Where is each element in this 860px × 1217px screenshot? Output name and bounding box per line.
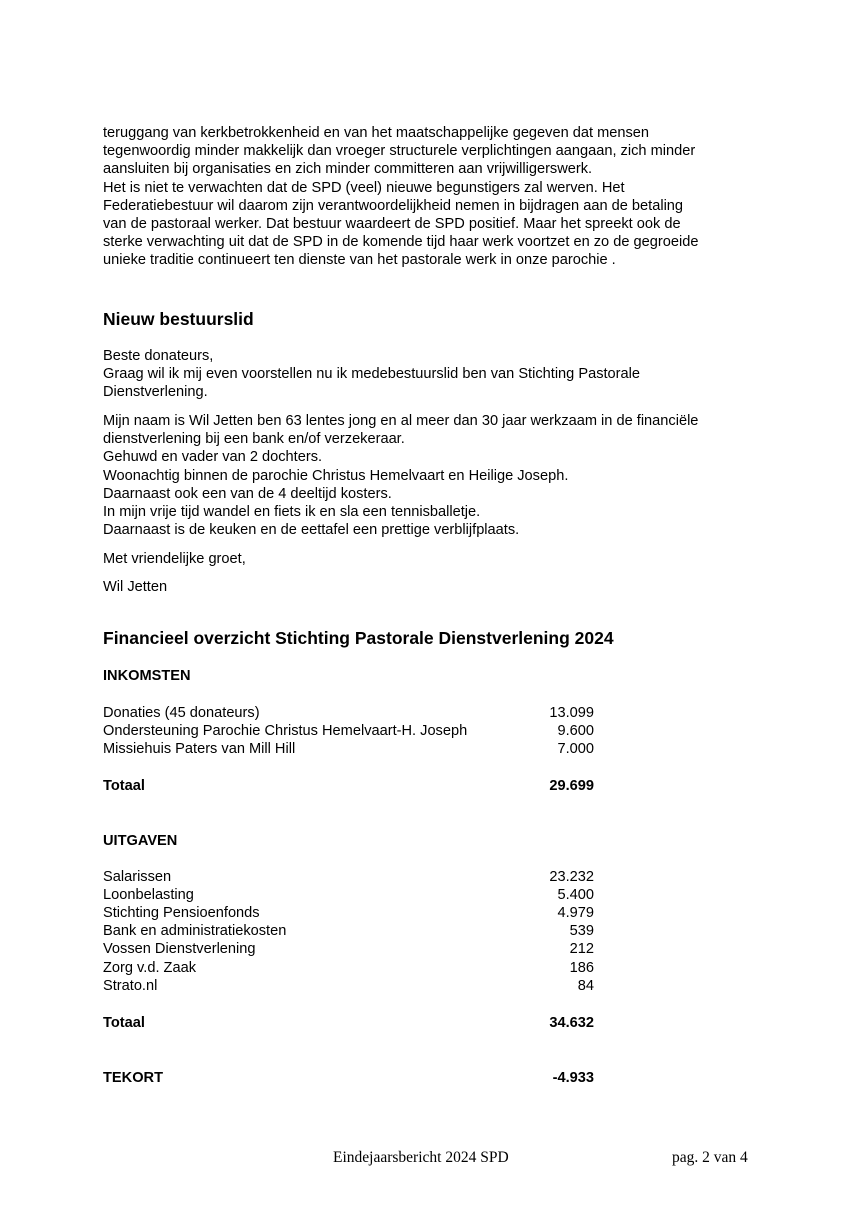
- text-line: Daarnaast is de keuken en de eettafel een prettige verblijfplaats.: [103, 522, 520, 539]
- text-line: Beste donateurs,: [103, 348, 214, 364]
- text-line: Daarnaast ook een van de 4 deeltijd kosters.: [103, 485, 392, 502]
- income-row: [103, 704, 594, 722]
- text-line: Mijn naam is Wil Jetten ben 63 lentes jong en al meer dan 30 jaar werkzaam in de financiële: [103, 413, 699, 429]
- total-amount: 34.632: [549, 1015, 594, 1031]
- expense-row: [103, 904, 594, 922]
- row-amount: 23.232: [549, 869, 594, 885]
- expenses-heading: UITGAVEN: [103, 833, 178, 849]
- text-line: Graag wil ik mij even voorstellen nu ik medebestuurslid ben van Stichting Pastorale: [103, 366, 640, 383]
- signature: Wil Jetten: [103, 579, 168, 595]
- text-line: tegenwoordig minder makkelijk dan vroeger structurele verplichtingen aangaan, zich minder: [103, 143, 696, 160]
- row-label: Salarissen: [103, 869, 172, 885]
- total-label: Totaal: [103, 1015, 145, 1031]
- greeting-paragraph: [103, 347, 783, 402]
- text-line: van de pastoraal werker. Dat bestuur waardeert de SPD positief. Maar het spreekt ook de: [103, 216, 681, 233]
- expense-row: [103, 868, 594, 886]
- row-label: Zorg v.d. Zaak: [103, 960, 196, 976]
- text-line: dienstverlening bij een bank en/of verzekeraar.: [103, 431, 405, 448]
- text-line: Woonachtig binnen de parochie Christus Hemelvaart en Heilige Joseph.: [103, 467, 569, 484]
- text-line: Het is niet te verwachten dat de SPD (veel) nieuwe begunstigers zal werven. Het: [103, 179, 625, 196]
- expense-row: [103, 977, 594, 995]
- section-heading-new-member: Nieuw bestuurslid: [103, 309, 254, 329]
- expense-row: [103, 940, 594, 958]
- income-row: [103, 740, 594, 758]
- text-line: aansluiten bij organisaties en zich minder committeren aan vrijwilligerswerk.: [103, 161, 593, 178]
- total-label: Totaal: [103, 778, 145, 794]
- row-amount: 539: [569, 923, 594, 939]
- row-label: Loonbelasting: [103, 887, 194, 903]
- text-line: unieke traditie continueert ten dienste van het pastorale werk in onze parochie .: [103, 252, 616, 269]
- row-label: Missiehuis Paters van Mill Hill: [103, 741, 296, 757]
- text-line: Federatiebestuur wil daarom zijn verantwoordelijkheid nemen in bijdragen aan de betaling: [103, 197, 684, 214]
- income-row: [103, 722, 594, 740]
- row-amount: 186: [569, 960, 594, 976]
- closing-line: Met vriendelijke groet,: [103, 551, 246, 567]
- deficit-amount: -4.933: [552, 1070, 594, 1086]
- row-label: Ondersteuning Parochie Christus Hemelvaart-H. Joseph: [103, 723, 468, 739]
- expense-row: [103, 886, 594, 904]
- row-amount: 7.000: [557, 741, 594, 757]
- deficit-label: TEKORT: [103, 1070, 163, 1086]
- expense-row: [103, 959, 594, 977]
- row-amount: 5.400: [557, 887, 594, 903]
- row-amount: 212: [569, 941, 594, 957]
- section-heading-financial: Financieel overzicht Stichting Pastorale Dienstverlening 2024: [103, 628, 614, 648]
- income-total-row: [103, 777, 594, 795]
- text-line: teruggang van kerkbetrokkenheid en van het maatschappelijke gegeven dat mensen: [103, 125, 650, 141]
- expense-row: [103, 922, 594, 940]
- bio-paragraph: [103, 412, 783, 539]
- row-label: Bank en administratiekosten: [103, 923, 287, 939]
- row-amount: 13.099: [549, 705, 594, 721]
- text-line: In mijn vrije tijd wandel en fiets ik en sla een tennisballetje.: [103, 504, 481, 521]
- row-label: Donaties (45 donateurs): [103, 705, 260, 721]
- total-amount: 29.699: [549, 778, 594, 794]
- income-heading: INKOMSTEN: [103, 668, 191, 684]
- row-label: Vossen Dienstverlening: [103, 941, 256, 957]
- row-amount: 84: [577, 978, 594, 994]
- footer-title: Eindejaarsbericht 2024 SPD: [333, 1149, 509, 1166]
- footer-page-number: pag. 2 van 4: [672, 1149, 748, 1166]
- text-line: Gehuwd en vader van 2 dochters.: [103, 449, 323, 466]
- deficit-row: [103, 1069, 594, 1087]
- row-amount: 9.600: [557, 723, 594, 739]
- row-label: Stichting Pensioenfonds: [103, 905, 260, 921]
- row-amount: 4.979: [557, 905, 594, 921]
- text-line: Dienstverlening.: [103, 384, 208, 401]
- text-line: sterke verwachting uit dat de SPD in de komende tijd haar werk voortzet en zo de gegroeide: [103, 234, 699, 251]
- row-label: Strato.nl: [103, 978, 158, 994]
- intro-paragraph: [103, 124, 783, 270]
- expenses-total-row: [103, 1014, 594, 1032]
